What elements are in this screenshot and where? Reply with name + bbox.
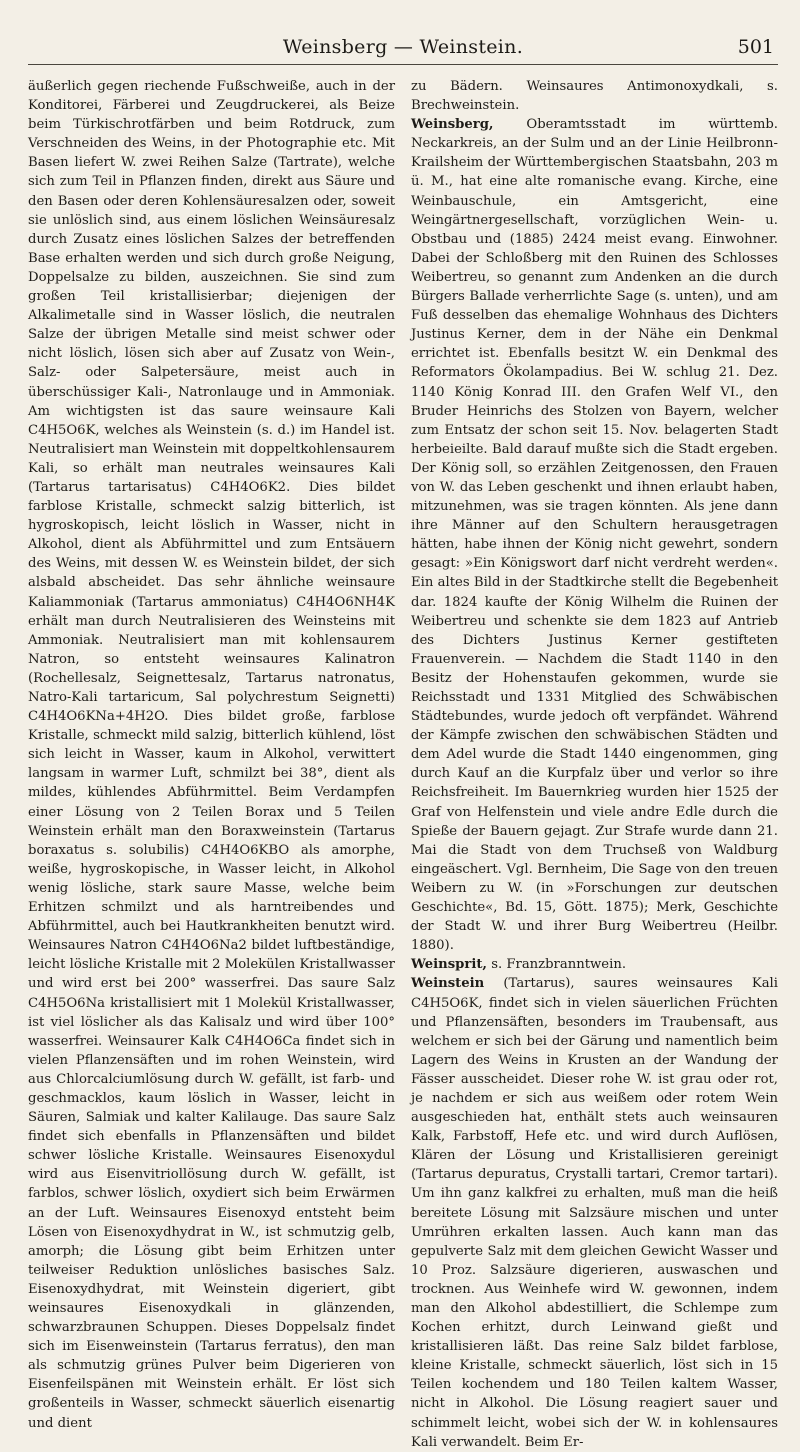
- page-header: [28, 30, 778, 65]
- text-columns: [28, 77, 778, 1452]
- running-head: Weinsberg — Weinstein.: [282, 36, 524, 58]
- entry-continuation: [411, 77, 778, 115]
- entry-weinsberg: [411, 115, 778, 955]
- entry-headword: Weinstein: [411, 976, 485, 992]
- entry-text: Oberamtsstadt im württemb. Neckarkreis, an der Sulm und an der Linie Heilbronn-Krailsheim der Württembergischen Staatsbahn, 203 m ü. M., hat eine alte romanische evang. Kirche, eine Weinbauschule, ein Amtsgericht, eine Weingärtnergesellschaft, vorzüglichen Wein- u. Obstbau und (1885) 2424 meist evang. Einwohner. Dabei der Schloßberg mit den Ruinen des Schlosses Weibertreu, so genannt zum Andenken an die durch Bürgers Ballade verherrlichte Sage (s. unten), und am Fuß desselben das ehemalige Wohnhaus des Dichters Justinus Kerner, dem in der Nähe ein Denkmal errichtet ist. Ebenfalls besitzt W. ein Denkmal des Reformators Ökolampadius. Bei W. schlug 21. Dez. 1140 König Konrad III. den Grafen Welf VI., den Bruder Heinrichs des Stolzen von Bayern, welcher zum Entsatz der schon seit 15. Nov. belagerten Stadt herbeieilte. Bald darauf mußte sich die Stadt ergeben. Der König soll, so erzählen Zeitgenossen, den Frauen von W. das Leben geschenkt und ihnen erlaubt haben, mitzunehmen, was sie tragen könnten. Als jene dann ihre Männer auf den Schultern herausgetragen hätten, habe ihnen der König nicht gewehrt, sondern gesagt: »Ein Königswort darf nicht verdreht werden«. Ein altes Bild in der Stadtkirche stellt die Begebenheit dar. 1824 kaufte der König Wilhelm die Ruinen der Weibertreu und schenkte sie dem 1823 auf Antrieb des Dichters Justinus Kerner gestifteten Frauenverein. — Nachdem die Stadt 1140 in den Besitz der Hohenstaufen gekommen, wurde sie Reichsstadt und 1331 Mitglied des Schwäbischen Städtebundes, wurde jedoch oft verpfändet. Während der Kämpfe zwischen den schwäbischen Städten und dem Adel wurde die Stadt 1440 eingenommen, ging durch Kauf an die Kurpfalz über und verlor so ihre Reichsfreiheit. Im Bauernkrieg wurden hier 1525 der Graf von Helfenstein und viele andre Edle durch die Spieße der Bauern gejagt. Zur Strafe wurde dann 21. Mai die Stadt von dem Truchseß von Waldburg eingeäschert. Vgl. Bernheim, Die Sage von den treuen Weibern zu W. (in »Forschungen zur deutschen Geschichte«, Bd. 15, Gött. 1875); Merk, Geschichte der Stadt W. und ihrer Burg Weibertreu (Heilbr. 1880).: [411, 117, 778, 954]
- right-column: [411, 77, 778, 1452]
- page-number: 501: [737, 36, 774, 58]
- entry-headword: Weinsprit,: [411, 957, 488, 973]
- entry-headword: Weinsberg,: [411, 117, 494, 133]
- entry-text: s. Franzbranntwein.: [487, 957, 627, 973]
- entry-weinsprit: [411, 955, 778, 974]
- left-column: [28, 77, 395, 1452]
- entry-text: (Tartarus), saures weinsaures Kali C4H5O6K, findet sich in vielen säuerlichen Früchten und Pflanzensäften, besonders im Traubensaft, aus welchem er sich bei der Gärung und namentlich beim Lagern des Weins in Krusten an der Wandung der Fässer ausscheidet. Dieser rohe W. ist grau oder rot, je nachdem er sich aus weißem oder rotem Wein ausgeschieden hat, enthält stets auch weinsauren Kalk, Farbstoff, Hefe etc. und wird durch Auflösen, Klären der Lösung und Kristallisieren gereinigt (Tartarus depuratus, Crystalli tartari, Cremor tartari). Um ihn ganz kalkfrei zu erhalten, muß man die heiß bereitete Lösung mit Salzsäure mischen und unter Umrühren erkalten lassen. Auch kann man das gepulverte Salz mit dem gleichen Gewicht Wasser und 10 Proz. Salzsäure digerieren, auswaschen und trocknen. Aus Weinhefe wird W. gewonnen, indem man den Alkohol abdestilliert, die Schlempe zum Kochen erhitzt, durch Leinwand gießt und kristallisieren läßt. Das reine Salz bildet farblose, kleine Kristalle, schmeckt säuerlich, löst sich in 15 Teilen kochendem und 180 Teilen kaltem Wasser, nicht in Alkohol. Die Lösung reagiert sauer und schimmelt leicht, wobei sich der W. in kohlensaures Kali verwandelt. Beim Er-: [411, 976, 778, 1450]
- left-paragraph: äußerlich gegen riechende Fußschweiße, auch in der Konditorei, Färberei und Zeugdruckerei, als Beize beim Türkischrotfärben und beim Rotdruck, zum Verschneiden des Weins, in der Photographie etc. Mit Basen liefert W. zwei Reihen Salze (Tartrate), welche sich zum Teil in Pflanzen finden, direkt aus Säure und den Basen oder deren Kohlensäuresalzen oder, soweit sie unlöslich sind, aus einem löslichen Weinsäuresalz durch Zusatz eines löslichen Salzes der betreffenden Base erhalten werden und sich durch große Neigung, Doppelsalze zu bilden, auszeichnen. Sie sind zum großen Teil kristallisierbar; diejenigen der Alkalimetalle sind in Wasser löslich, die neutralen Salze der übrigen Metalle sind meist schwer oder nicht löslich, lösen sich aber auf Zusatz von Wein-, Salz- oder Salpetersäure, meist auch in überschüssiger Kali-, Natronlauge und in Ammoniak. Am wichtigsten ist das saure weinsaure Kali C4H5O6K, welches als Weinstein (s. d.) im Handel ist. Neutralisiert man Weinstein mit doppeltkohlensaurem Kali, so erhält man neutrales weinsaures Kali (Tartarus tartarisatus) C4H4O6K2. Dies bildet farblose Kristalle, schmeckt salzig bitterlich, ist hygroskopisch, leicht löslich in Wasser, nicht in Alkohol, dient als Abführmittel und zum Entsäuern des Weins, mit dessen W. es Weinstein bildet, der sich alsbald abscheidet. Das sehr ähnliche weinsaure Kaliammoniak (Tartarus ammoniatus) C4H4O6NH4K erhält man durch Neutralisieren des Weinsteins mit Ammoniak. Neutralisiert man mit kohlensaurem Natron, so entsteht weinsaures Kalinatron (Rochellesalz, Seignettesalz, Tartarus natronatus, Natro-Kali tartaricum, Sal polychrestum Seignetti) C4H4O6KNa+4H2O. Dies bildet große, farblose Kristalle, schmeckt mild salzig, bitterlich kühlend, löst sich leicht in Wasser, kaum in Alkohol, verwittert langsam in warmer Luft, schmilzt bei 38°, dient als mildes, kühlendes Abführmittel. Beim Verdampfen einer Lösung von 2 Teilen Borax und 5 Teilen Weinstein erhält man den Boraxweinstein (Tartarus boraxatus s. solubilis) C4H4O6KBO als amorphe, weiße, hygroskopische, in Wasser leicht, in Alkohol wenig lösliche, stark saure Masse, welche beim Erhitzen schmilzt und als harntreibendes und Abführmittel, auch bei Hautkrankheiten benutzt wird. Weinsaures Natron C4H4O6Na2 bildet luftbeständige, leicht lösliche Kristalle mit 2 Molekülen Kristallwasser und wird erst bei 200° wasserfrei. Das saure Salz C4H5O6Na kristallisiert mit 1 Molekül Kristallwasser, ist viel löslicher als das Kalisalz und wird über 100° wasserfrei. Weinsaurer Kalk C4H4O6Ca findet sich in vielen Pflanzensäften und im rohen Weinstein, wird aus Chlorcalciumlösung durch W. gefällt, ist farb- und geschmacklos, kaum löslich in Wasser, leicht in Säuren, Salmiak und kalter Kalilauge. Das saure Salz findet sich ebenfalls in Pflanzensäften und bildet schwer lösliche Kristalle. Weinsaures Eisenoxydul wird aus Eisenvitriollösung durch W. gefällt, ist farblos, schwer löslich, oxydiert sich beim Erwärmen an der Luft. Weinsaures Eisenoxyd entsteht beim Lösen von Eisenoxydhydrat in W., ist schmutzig gelb, amorph; die Lösung gibt beim Erhitzen unter teilweiser Reduktion unlösliches basisches Salz. Eisenoxydhydrat, mit Weinstein digeriert, gibt weinsaures Eisenoxydkali in glänzenden, schwarzbraunen Schuppen. Dieses Doppelsalz findet sich im Eisenweinstein (Tartarus ferratus), den man als schmutzig grünes Pulver beim Digerieren von Eisenfeilspänen mit Weinstein erhält. Er löst sich großenteils in Wasser, schmeckt säuerlich eisenartig und dient: [28, 79, 395, 1431]
- entry-weinstein: [411, 974, 778, 1451]
- entry-text: zu Bädern. Weinsaures Antimonoxydkali, s. Brechweinstein.: [411, 79, 778, 114]
